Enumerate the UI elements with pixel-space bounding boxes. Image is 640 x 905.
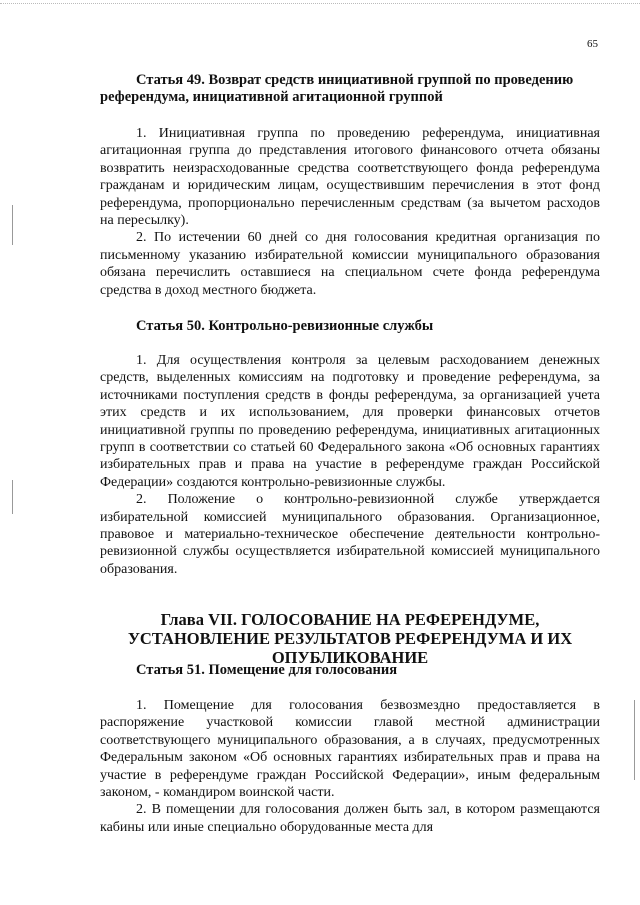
article-50-title: Статья 50. Контрольно-ревизионные службы [136,318,434,334]
scan-margin-mark [12,205,13,245]
article-51-paragraph-2: 2. В помещении для голосования должен быть зал, в котором размещаются кабины или иные специально оборудованные места для [100,802,600,835]
article-51 [100,662,600,679]
chapter-7 [90,610,610,667]
article-49-title: Статья 49. Возврат средств инициативной группой по проведению референдума, инициативной агитационной группой [100,72,574,105]
article-50-body [100,352,600,578]
article-51-paragraph-1: 1. Помещение для голосования безвозмездно предоставляется в распоряжение участковой комиссии главой местной администрации соответствующего муниципального образования, а в случаях, предусмотренных Федеральным законом «Об основных гарантиях избирательных прав и права на участие в референдуме граждан Российской Федерации», иным федеральным законом, - командиром воинской части. [100,698,600,801]
article-49-paragraph-2: 2. По истечении 60 дней со дня голосования кредитная организация по письменному указанию избирательной комиссии муниципального образования обязана перечислить оставшиеся на специальном счете фонда референдума средства в доход местного бюджета. [100,230,600,298]
article-51-body [100,697,600,836]
article-49-paragraph-1: 1. Инициативная группа по проведению референдума, инициативная агитационная группа до представления итогового финансового отчета обязаны возвратить неизрасходованные средства соответствующего фонда референдума гражданам и юридическим лицам, осуществившим перечисления в этот фонд референдума, пропорционально перечисленным средствам (за вычетом расходов на пересылку). [100,126,600,229]
article-50-paragraph-1: 1. Для осуществления контроля за целевым расходованием денежных средств, выделенных комиссиям на подготовку и проведение референдума, за источниками поступления средств в фонды референдума, за организацией учета этих средств и их использованием, для проверки финансовых отчетов инициативной группы по проведению референдума, инициативных агитационных групп в соответствии со статьей 60 Федерального закона «Об основных гарантиях избирательных прав и права на участие в референдуме граждан Российской Федерации» создаются контрольно-ревизионные службы. [100,353,600,490]
article-51-title: Статья 51. Помещение для голосования [136,662,398,678]
scan-margin-mark [634,700,635,780]
scan-margin-mark [12,480,13,514]
chapter-7-title: Глава VII. ГОЛОСОВАНИЕ НА РЕФЕРЕНДУМЕ, УСТАНОВЛЕНИЕ РЕЗУЛЬТАТОВ РЕФЕРЕНДУМА И ИХ ОПУБЛИКОВАНИЕ [127,610,573,667]
article-50-paragraph-2: 2. Положение о контрольно-ревизионной службе утверждается избирательной комиссией муниципального образования. Организационное, правовое и материально-техническое обеспечение деятельности контрольно-ревизионной службы осуществляется избирательной комиссией муниципального образования. [100,492,600,577]
page-number: 65 [587,38,598,50]
article-50 [100,318,600,335]
scan-edge [0,0,640,4]
article-49 [100,72,600,106]
article-49-body [100,125,600,299]
